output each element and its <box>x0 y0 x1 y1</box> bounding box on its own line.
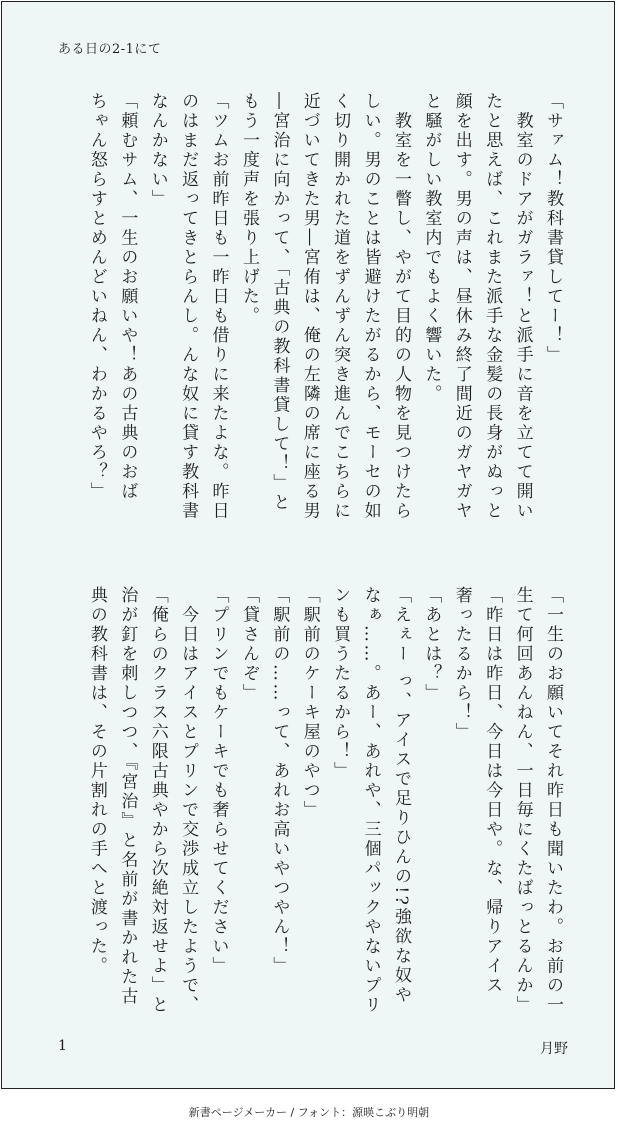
text-column: 治が釘を刺しつつ、『宮治』と名前が書かれた古 <box>117 586 138 1007</box>
text-column: もう一度声を張り上げた。 <box>238 92 259 326</box>
text-column: 奢ったるから！」 <box>451 586 472 742</box>
text-column: と騒がしい教室内でもよく響いた。 <box>421 92 442 404</box>
text-column: ―宮治に向かって、「古典の教科書貸して！」と <box>269 92 290 513</box>
text-column: 顔を出す。男の声は、昼休み終了間近のガヤガヤ <box>451 92 472 521</box>
manuscript-page <box>1 1 615 1089</box>
text-column: 「駅前の……って、あれお高いやつやん！」 <box>269 586 290 976</box>
text-column: く切り開かれた道をずんずん突き進んでこちらに <box>330 92 351 521</box>
text-column: 「俺らのクラス六限古典やから次絶対返せよ」と <box>147 586 168 1015</box>
text-column: 教室を一瞥し、やがて目的の人物を見つけたら <box>390 92 411 521</box>
text-column: 「あとは？」 <box>421 586 442 703</box>
text-column: 「一生のお願いてそれ昨日も聞いたわ。お前の一 <box>543 586 563 1015</box>
text-column: 「えぇー っ、アイスで足りひんの!?強欲な奴や <box>390 586 411 1005</box>
text-column: のはまだ返ってきとらんし。んな奴に貸す教科書 <box>178 92 199 521</box>
text-column: なんかない」 <box>147 92 168 209</box>
text-column: 「駅前のケーキ屋のやつ」 <box>299 586 320 820</box>
text-column: 典の教科書は、その片割れの手へと渡った。 <box>86 586 107 976</box>
text-column: しい。男のことは皆避けたがるから、モーセの如 <box>360 92 381 521</box>
text-column: 「頼むサム、一生のお願いや！あの古典のおば <box>117 92 138 502</box>
text-column: なぁ……。あー、あれや、三個パックやないプリ <box>360 586 381 1015</box>
text-column: 「貸さんぞ」 <box>238 586 259 703</box>
text-column: 教室のドアがガラァ！と派手に音を立てて開い <box>512 92 533 521</box>
author-name: 月野 <box>540 1041 568 1057</box>
text-block-bottom <box>82 586 569 1015</box>
text-column: ンも買うたるから！」 <box>330 586 351 781</box>
text-column: 「昨日は昨日、今日は今日や。な、帰りアイス <box>482 586 503 996</box>
text-column: 近づいてきた男―宮侑は、俺の左隣の席に座る男 <box>299 92 320 521</box>
text-column: たと思えば、これまた派手な金髪の長身がぬっと <box>482 92 503 521</box>
page-number: 1 <box>58 1038 67 1054</box>
text-column: ちゃん怒らすとめんどいねん、わかるやろ？」 <box>86 92 107 502</box>
text-column: 「ツムお前昨日も一昨日も借りに来たよな。昨日 <box>208 92 229 521</box>
footer-credit: 新書ページメーカー / フォント：源暎こぶり明朝 <box>188 1106 430 1119</box>
text-column: 生て何回あんねん、一日毎にくたばっとるんか」 <box>512 586 533 1015</box>
text-column: 今日はアイスとプリンで交渉成立したようで、 <box>178 586 199 1015</box>
text-column: 「サァム！教科書貸してー！」 <box>543 92 563 365</box>
story-title: ある日の2-1にて <box>58 42 162 57</box>
text-column: 「プリンでもケーキでも奢らせてください」 <box>208 586 229 976</box>
text-block-top <box>82 92 569 521</box>
